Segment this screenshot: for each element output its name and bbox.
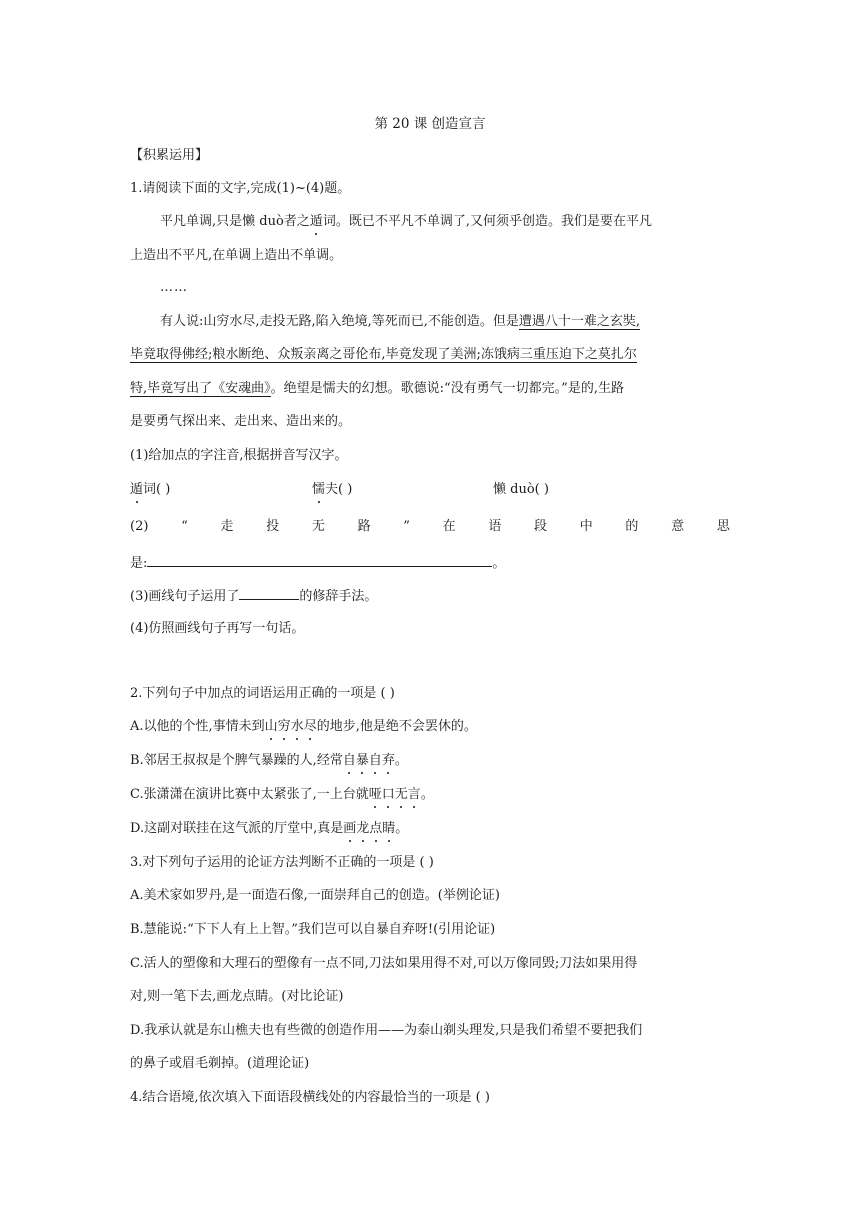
dotted-char: 遁 [310, 212, 323, 232]
dotted-char: 自 [343, 751, 356, 771]
q2-option-b: B.邻居王叔叔是个脾气暴躁的人,经常自暴自弃。 [130, 751, 408, 771]
q1-sub1-stem: (1)给加点的字注音,根据拼音写汉字。 [130, 448, 348, 463]
underlined-sentence: 毕竟取得佛经;粮水断绝、众叛亲离之哥伦布,毕竟发现了美洲;冻饿病三重压迫下之莫扎尔 [130, 347, 637, 362]
q1-passage-p2-line4: 是要勇气探出来、走出来、造出来的。 [130, 414, 352, 429]
dotted-char: 自 [369, 751, 382, 771]
passage-ellipsis: …… [160, 280, 188, 295]
q3-option-a: A.美术家如罗丹,是一面造石像,一面崇拜自己的创造。(举例论证) [130, 888, 500, 903]
q3-option-c-line1: C.活人的塑像和大理石的塑像有一点不同,刀法如果用得不对,可以万像同毁;刀法如果用得 [130, 956, 638, 971]
q3-stem: 3.对下列句子运用的论证方法判断不正确的一项是 ( ) [130, 855, 434, 870]
section-heading: 【积累运用】 [130, 148, 209, 163]
q1-passage-p1-line2: 上造出不平凡,在单调上造出不单调。 [130, 248, 343, 263]
dotted-char: 遁 [130, 480, 143, 500]
q1-sub2-line1: (2) “ 走 投 无 路 ” 在 语 段 中 的 意 思 [130, 519, 730, 534]
dotted-char: 言 [408, 785, 421, 805]
dotted-char: 口 [382, 785, 395, 805]
q3-option-d-line1: D.我承认就是东山樵夫也有些微的创造作用——为泰山剃头理发,只是我们希望不要把我们 [130, 1023, 643, 1038]
answer-blank[interactable] [147, 552, 492, 567]
q1-sub4: (4)仿照画线句子再写一句话。 [130, 621, 305, 636]
underlined-sentence: 特,毕竟写出了《安魂曲》 [130, 381, 271, 396]
dotted-char: 龙 [356, 819, 369, 839]
q2-option-c: C.张潇潇在演讲比赛中太紧张了,一上台就哑口无言。 [130, 785, 434, 805]
q2-option-d: D.这副对联挂在这气派的厅堂中,真是画龙点睛。 [130, 819, 408, 839]
dotted-char: 点 [369, 819, 382, 839]
answer-blank[interactable] [239, 585, 299, 600]
dotted-char: 睛 [382, 819, 395, 839]
q1-passage-p1-line1: 平凡单调,只是懒 duò者之遁词。既已不平凡不单调了,又何须乎创造。我们是要在平凡 [160, 212, 652, 232]
dotted-char: 画 [343, 819, 356, 839]
dotted-char: 无 [395, 785, 408, 805]
q2-stem: 2.下列句子中加点的词语运用正确的一项是 ( ) [130, 686, 395, 701]
q3-option-b: B.慧能说:“下下人有上上智。”我们岂可以自暴自弃呀!(引用论证) [130, 922, 496, 937]
q3-option-c-line2: 对,则一笔下去,画龙点睛。(对比论证) [130, 989, 344, 1004]
dotted-char: 懦 [312, 480, 325, 500]
dotted-char: 尽 [304, 717, 317, 737]
underlined-sentence: 遭遇八十一难之玄奘, [518, 314, 641, 329]
dotted-char: 穷 [278, 717, 291, 737]
dotted-char: 弃 [382, 751, 395, 771]
dotted-char: 山 [265, 717, 278, 737]
q1-passage-p2-line2 [130, 345, 637, 365]
q3-option-d-line2: 的鼻子或眉毛剃掉。(道理论证) [130, 1056, 310, 1071]
q1-stem: 1.请阅读下面的文字,完成(1)~(4)题。 [130, 181, 351, 196]
q1-sub1-item-2: 懦夫( ) [312, 480, 352, 500]
dotted-char: 水 [291, 717, 304, 737]
dotted-char: 暴 [356, 751, 369, 771]
page-title: 第 20 课 创造宣言 [374, 116, 486, 132]
q1-sub1-item-1: 遁词( ) [130, 480, 170, 500]
q1-passage-p2-line3: 特,毕竟写出了《安魂曲》。绝望是懦夫的幻想。歌德说:“没有勇气一切都完。”是的,生路 [130, 381, 624, 396]
q4-stem: 4.结合语境,依次填入下面语段横线处的内容最恰当的一项是 ( ) [130, 1090, 490, 1105]
q1-sub3: (3)画线句子运用了 的修辞手法。 [130, 585, 377, 607]
dotted-char: 哑 [369, 785, 382, 805]
q1-sub1-item-3: 懒 duò( ) [493, 482, 549, 497]
q2-option-a: A.以他的个性,事情未到山穷水尽的地步,他是绝不会罢休的。 [130, 717, 477, 737]
q1-sub2-line2: 是: 。 [130, 552, 505, 574]
q1-passage-p2-line1: 有人说:山穷水尽,走投无路,陷入绝境,等死而已,不能创造。但是遭遇八十一难之玄奘, [160, 314, 641, 329]
